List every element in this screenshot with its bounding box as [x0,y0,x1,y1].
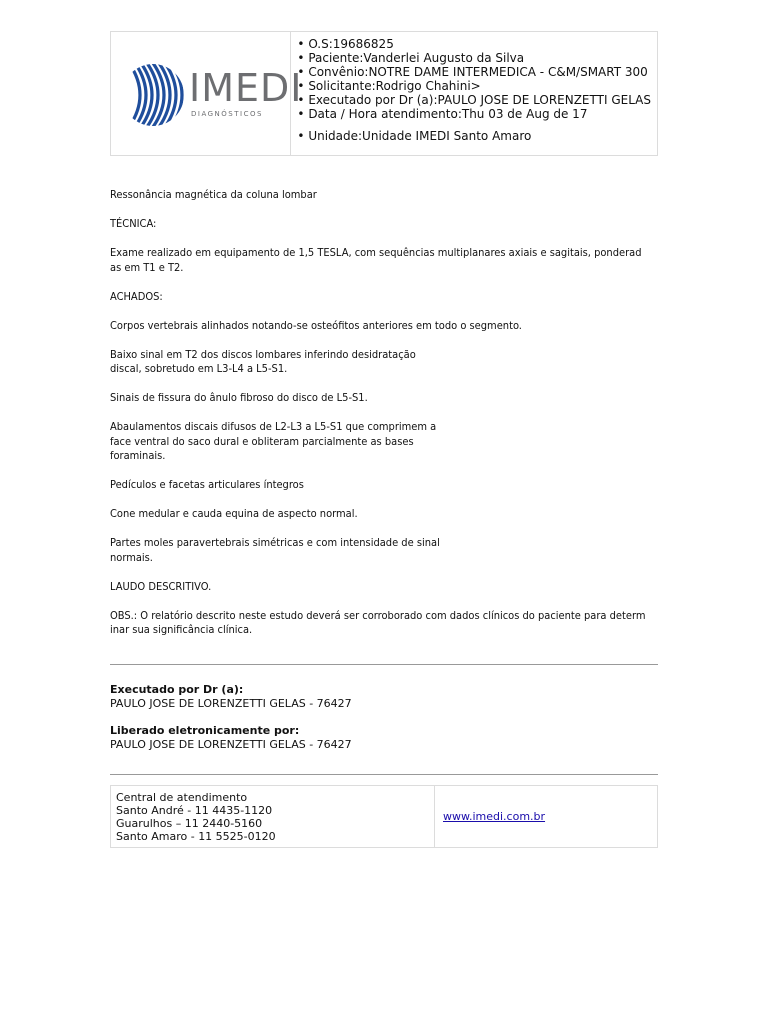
logo-stripes-icon [121,63,185,127]
info-insurance: • Convênio:NOTRE DAME INTERMEDICA - C&M/SMART 300 [297,65,648,79]
contact-info [111,786,435,847]
finding-paragraph: Abaulamentos discais difusos de L2-L3 a L5-S1 que comprimem a face ventral do saco dural e obliteram parcialmente as bases foraminais. [110,420,437,462]
contact-line: Santo Amaro - 11 5525-0120 [116,830,276,843]
divider [110,774,658,775]
info-order-number: • O.S:19686825 [297,37,394,51]
executed-by-name: PAULO JOSE DE LORENZETTI GELAS - 76427 [110,697,352,710]
logo-tagline: DIAGNÓSTICOS [191,110,263,118]
finding-paragraph: Corpos vertebrais alinhados notando-se osteófitos anteriores em todo o segmento. [110,318,522,332]
finding-paragraph: Baixo sinal em T2 dos discos lombares inferindo desidratação discal, sobretudo em L3-L4 a L5-S1. [110,347,416,375]
info-executed-by: • Executado por Dr (a):PAULO JOSE DE LORENZETTI GELAS [297,93,651,107]
logo-cell [111,32,303,155]
info-requester: • Solicitante:Rodrigo Chahini> [297,79,481,93]
contact-line: Central de atendimento [116,791,248,804]
technique-text: Exame realizado em equipamento de 1,5 TESLA, com sequências multiplanares axiais e sagitais, ponderad as em T1 e T2. [110,246,642,274]
divider [110,664,658,665]
section-findings-heading: ACHADOS: [110,289,163,303]
observation-text: OBS.: O relatório descrito neste estudo deverá ser corroborado com dados clínicos do paciente para determ inar sua significância clínica. [110,608,646,636]
released-by-name: PAULO JOSE DE LORENZETTI GELAS - 76427 [110,738,352,751]
info-patient: • Paciente:Vanderlei Augusto da Silva [297,51,525,65]
executed-by-label: Executado por Dr (a): [110,683,244,696]
info-unit: • Unidade:Unidade IMEDI Santo Amaro [297,129,532,143]
report-body [110,188,660,652]
signers-block [110,683,352,752]
logo-wordmark: IMEDI [189,66,303,110]
section-technique-heading: TÉCNICA: [110,217,157,230]
exam-title: Ressonância magnética da coluna lombar [110,188,317,201]
contact-line: Santo André - 11 4435-1120 [116,804,273,817]
patient-info [291,32,657,155]
finding-paragraph: Partes moles paravertebrais simétricas e com intensidade de sinal normais. [110,536,440,564]
info-date: • Data / Hora atendimento:Thu 03 de Aug de 17 [297,107,588,121]
website-cell [435,786,657,847]
released-by-label: Liberado eletronicamente por: [110,724,300,737]
finding-paragraph: Pedículos e facetas articulares íntegros [110,478,304,491]
contact-line: Guarulhos – 11 2440-5160 [116,817,263,830]
footer-contact [110,785,658,848]
section-conclusion-heading: LAUDO DESCRITIVO. [110,579,212,593]
website-link[interactable]: www.imedi.com.br [443,810,546,823]
finding-paragraph: Cone medular e cauda equina de aspecto normal. [110,507,358,520]
report-header [110,31,658,156]
finding-paragraph: Sinais de fissura do ânulo fibroso do disco de L5-S1. [110,391,368,404]
imedi-logo [121,63,301,127]
